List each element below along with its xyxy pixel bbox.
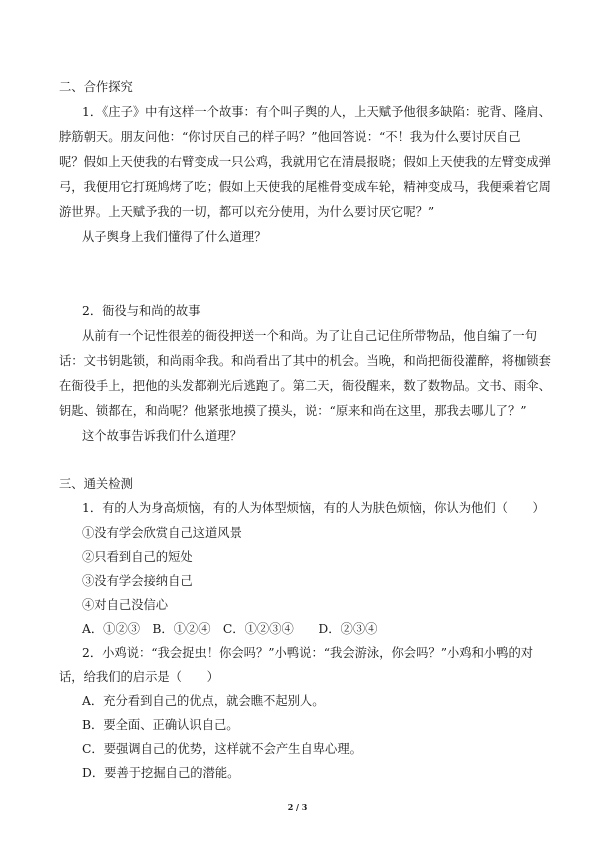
quiz2-option-a: A．充分看到自己的优点，就会瞧不起别人。 [82,694,325,708]
quiz1-item-3: ③没有学会接纳自己 [82,574,193,588]
quiz2-option-c: C．要强调自己的优势，这样就不会产生自卑心理。 [82,742,362,756]
quiz1-item-4: ④对自己没信心 [82,598,169,612]
quiz1-item-2: ②只看到自己的短处 [82,550,193,564]
question-yamen: 这个故事告诉我们什么道理？ [82,429,242,443]
story-zhuangzi-line-4: 弓，我便用它打斑鸠烤了吃；假如上天使我的尾椎骨变成车轮，精神变成马，我便乘着它周 [59,180,551,194]
story-yamen-line-1: 从前有一个记性很差的衙役押送一个和尚。为了让自己记住所带物品，他自编了一句 [82,329,537,343]
question-zhuangzi: 从子舆身上我们懂得了什么道理？ [82,230,267,244]
story-zhuangzi-line-2: 脖筋朝天。朋友问他：“你讨厌自己的样子吗？”他回答说：“不！我为什么要讨厌自己 [59,130,521,144]
section-heading-cooperative-inquiry: 二、合作探究 [59,80,133,94]
quiz2-stem-line-2: 话，给我们的启示是（ ） [59,670,219,684]
story-yamen-line-3: 在衙役手上，把他的头发都剃光后逃跑了。第二天，衙役醒来，数了数物品。文书、雨伞、 [59,379,551,393]
page-number: 2 / 3 [287,802,308,812]
quiz1-stem: 1．有的人为身高烦恼，有的人为体型烦恼，有的人为肤色烦恼，你认为他们（ ） [82,501,545,515]
story-zhuangzi-line-5: 游世界。上天赋予我的一切，都可以充分使用，为什么要讨厌它呢？” [59,205,435,219]
quiz2-option-b: B．要全面、正确认识自己。 [82,718,239,732]
quiz1-options: A．①②③ B．①②④ C．①②③④ D．②③④ [82,622,378,636]
story-yamen-line-2: 话：文书钥匙锁，和尚雨伞我。和尚看出了其中的机会。当晚，和尚把衙役灌醉，将枷锁套 [59,354,551,368]
story-zhuangzi-line-1: 1．《庄子》中有这样一个故事：有个叫子舆的人，上天赋予他很多缺陷：驼背、隆肩、 [82,105,551,119]
quiz1-item-1: ①没有学会欣赏自己这道风景 [82,526,242,540]
story-yamen-line-4: 钥匙、锁都在，和尚呢？他紧张地摸了摸头，说：“原来和尚在这里，那我去哪儿了？” [59,404,527,418]
quiz2-stem-line-1: 2．小鸡说：“我会捉虫！你会吗？”小鸭说：“我会游泳，你会吗？”小鸡和小鸭的对 [82,646,534,660]
quiz2-option-d: D．要善于挖掘自己的潜能。 [82,766,240,780]
story-zhuangzi-line-3: 呢？假如上天使我的右臂变成一只公鸡，我就用它在清晨报晓；假如上天使我的左臂变成弹 [59,155,551,169]
section-heading-level-check: 三、通关检测 [59,477,133,491]
story-yamen-title: 2．衙役与和尚的故事 [82,304,201,318]
